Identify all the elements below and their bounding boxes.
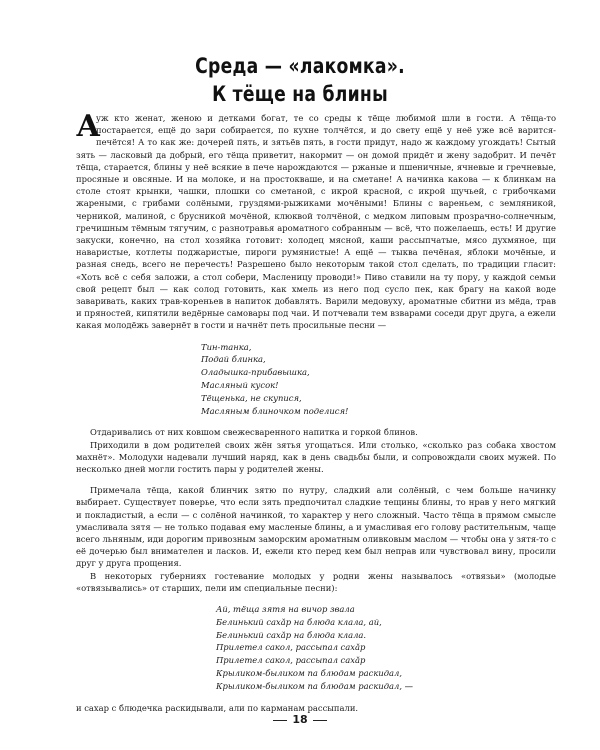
paragraph-1 bbox=[76, 109, 556, 332]
paragraph-2: Отдаривались от них ковшом свежесваренного напитка и горкой блинов. bbox=[90, 427, 418, 438]
verse-line: Белинький сахăр на блюда клала, ай, bbox=[216, 616, 382, 627]
verse-line: Масляный кусок! bbox=[201, 380, 279, 391]
verse-line: Крыликом-быликом па блюдам раскидал, — bbox=[216, 680, 414, 691]
chapter-title-line2: К тёще на блины bbox=[212, 82, 388, 106]
verse-line: Прилетел сакол, рассыпал сахăр bbox=[216, 655, 366, 666]
chapter-title-line1: Среда — «лакомка». bbox=[195, 54, 405, 78]
paragraph-3: Приходили в дом родителей своих жён зятья угощаться. Или столько, «сколько раз собака хвостом махнёт». Молодухи надевали лучший наряд, как в день свадьбы были, и сопровождали своих мужей. По несколько дней могли гостить пары у родителей жены. bbox=[76, 439, 556, 475]
drop-cap: А bbox=[76, 109, 101, 144]
paragraph-6: и сахар с блюдечка раскидывали, али по карманам рассыпали. bbox=[76, 702, 359, 713]
verse-line: Белинький сахăр на блюда клала. bbox=[216, 629, 367, 640]
verse-line: Прилетел сакол, рассыпал сахăр bbox=[216, 642, 366, 653]
paragraph-1-text: уж кто женат, женою и детками богат, те со среды к тёще любимой шли в гости. А тёща-то постарается, ещё до зари собирается, по кухне толчётся, и до свету ещё у неё уже всё варится-печётся! А то как же: дочерей пять, и зятьёв пять, в гости придут, надо ж каждому угождать! Сытый зять — ласковый да добрый, его тёща приветит, накормит — он домой придёт и жену задобрит. И печёт тёща, старается, блины у неё всякие в пече нарождаются — ржаные и пшеничные, ячневые и гречневые, просяные и овсяные. И на молоке, и на простокваше, и на сметане! А начинка какова — к блинкам на столе стоят крынки, чашки, плошки со сметаной, с икрой красной, с икрой щучьей, с грибочками жареными, с грибами солёными, груздями-рыжиками мочёными! Блины с вареньем, с земляникой, черникой, малиной, с брусникой мочёной, клюквой толчёной, с медком липовым прозрачно-солнечным, гречишным тёмным тягучим, с разнотравья ароматного собранным — всё, что пожелаешь, есть! И другие закуски, конечно, на стол хозяйка готовит: холодец мясной, каши рассыпчатые, мясо духмяное, щи наваристые, котлеты поджаристые, пироги румянистые! А ещё — тыква печёная, яблоки мочёные, и разная снедь, всего не перечесть! Разрешено было некоторым такой стол сделать, по традиции гласит: «Хоть всё с себя заложи, а стол собери, Масленицу проводи!» Пиво ставили на ту пору, у каждой семьи свой рецепт был — как солод готовить, как хмель из него под сусло пек, как брагу на какой воде заваривать, каких трав-кореньев в напиток добавлять. Варили медовуху, ароматные сбитни из мёда, трав и пряностей, кипятили ведёрные самовары под чаи. И потчевали тем взварами соседи друг друга, а ежели какая молодёжь завернёт в гости и начнёт петь просильные песни — bbox=[76, 113, 556, 331]
page-number: 18 bbox=[292, 713, 308, 726]
verse-line: Ай, тёща зятя на вичор звала bbox=[216, 604, 355, 615]
verse-line: Оладышка-прибавышка, bbox=[201, 367, 310, 378]
verse-1 bbox=[201, 341, 556, 418]
verse-line: Крыликом-быликом па блюдам раскидал, bbox=[216, 668, 403, 679]
paragraph-5: В некоторых губерниях гостевание молодых у родни жены называлось «отвязьи» (молодые «отвязывались» от старших, пели им специальные песни): bbox=[76, 570, 556, 593]
dash-left bbox=[273, 720, 287, 721]
body-text bbox=[76, 109, 556, 714]
paragraph-4: Примечала тёща, какой блинчик зятю по нутру, сладкий али солёный, с чем больше начинку выбирает. Существует поверье, что если зять предпочитал сладкие тещины блины, то нрав у него мягкий и покладистый, а если — с солёной начинкой, то характер у него сложный. Часто тёща в прямом смысле умасливала зятя — не только подавая ему масленые блины, а и умасливая его голову растительным, чаще всего льняным, иди дорогим привозным заморским ароматным оливковым маслом — чтобы она у зятя-то с её дочерью был внимателен и ласков. И, ежели кто перед кем был неправ или чувствовал вину, просили друг у друга прощения. bbox=[76, 485, 556, 569]
verse-line: Тин-танка, bbox=[201, 341, 252, 352]
verse-line: Масляным блиночком поделися! bbox=[201, 405, 349, 416]
verse-line: Подай блинка, bbox=[201, 354, 266, 365]
dash-right bbox=[313, 720, 327, 721]
page-number-footer bbox=[0, 713, 600, 726]
verse-2 bbox=[216, 603, 556, 693]
verse-line: Тёщенька, не скупися, bbox=[201, 392, 302, 403]
